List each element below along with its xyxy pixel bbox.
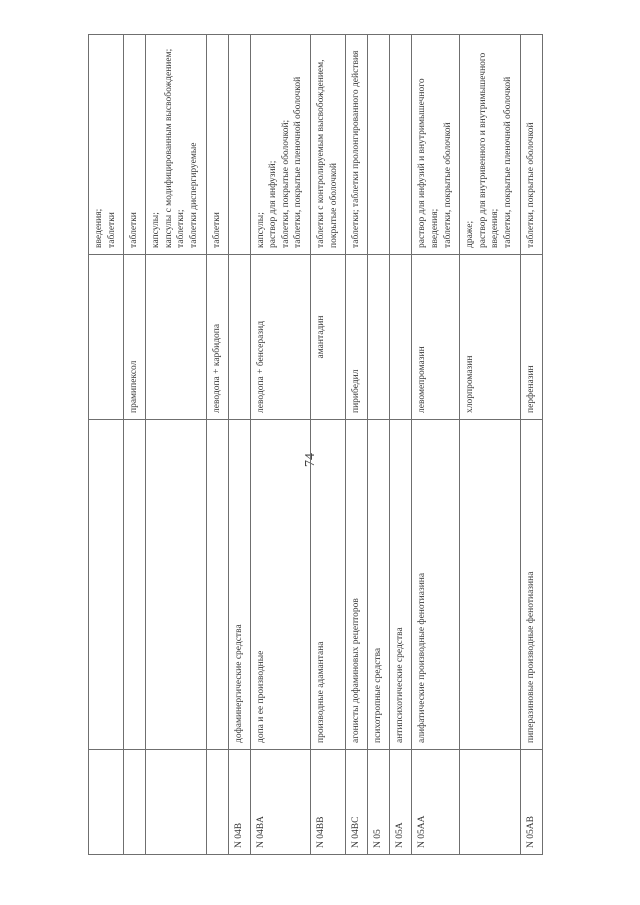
table-row: [311, 35, 346, 855]
group-cell: [460, 420, 521, 750]
group-cell: допа и ее производные: [250, 420, 311, 750]
code-cell: N 04BB: [311, 750, 346, 855]
form-line: таблетки: [128, 212, 139, 248]
inn-cell: хлорпромазин: [460, 255, 521, 420]
inn-cell: [390, 255, 412, 420]
forms-cell: [368, 35, 390, 255]
form-line: драже;: [465, 220, 476, 248]
code-cell: [89, 750, 124, 855]
form-line: капсулы с модифицированным высвобождением;: [163, 48, 174, 248]
forms-cell: [412, 35, 460, 255]
table-row: [460, 35, 521, 855]
table-row: [89, 35, 124, 855]
form-line: таблетки, покрытые пленочной оболочкой: [293, 76, 304, 248]
table-row: [346, 35, 368, 855]
group-cell: психотропные средства: [368, 420, 390, 750]
inn-cell: прамипексол: [123, 255, 145, 420]
rotated-page-content: [88, 35, 543, 855]
group-cell: [206, 420, 228, 750]
group-cell: антипсихотические средства: [390, 420, 412, 750]
code-cell: [460, 750, 521, 855]
group-cell: пиперазиновые производные фенотиазина: [520, 420, 542, 750]
group-cell: производные адамантана: [311, 420, 346, 750]
group-cell: алифатические производные фенотиазина: [412, 420, 460, 750]
inn-cell: левомепромазин: [412, 255, 460, 420]
forms-cell: [250, 35, 311, 255]
code-cell: N 04BA: [250, 750, 311, 855]
forms-cell: [390, 35, 412, 255]
group-cell: [145, 420, 206, 750]
code-cell: [206, 750, 228, 855]
form-line: раствор для инфузий;: [268, 160, 279, 248]
inn-cell: [145, 255, 206, 420]
form-line: таблетки, покрытые пленочной оболочкой: [502, 76, 513, 248]
form-line: таблетки; таблетки пролонгированного действия: [351, 50, 362, 248]
code-cell: [145, 750, 206, 855]
drug-table: [88, 34, 543, 855]
form-line: раствор для внутривенного и внутримышечного: [477, 52, 488, 248]
form-line: капсулы;: [150, 212, 161, 248]
page-number: 74: [303, 453, 318, 467]
table-row: [123, 35, 145, 855]
inn-cell: [368, 255, 390, 420]
table-row: [368, 35, 390, 855]
code-cell: [123, 750, 145, 855]
group-cell: [89, 420, 124, 750]
inn-cell: [228, 255, 250, 420]
forms-cell: [520, 35, 542, 255]
form-line: таблетки, покрытые оболочкой;: [280, 119, 291, 248]
inn-cell: леводопа + бенсеразид: [250, 255, 311, 420]
forms-cell: [123, 35, 145, 255]
code-cell: N 05: [368, 750, 390, 855]
form-line: таблетки: [106, 212, 117, 248]
form-line: таблетки, покрытые оболочкой: [525, 122, 536, 248]
form-line: таблетки с контролируемым высвобождением,: [316, 59, 327, 248]
form-line: таблетки диспергируемые: [188, 142, 199, 248]
table-row: [390, 35, 412, 855]
group-cell: дофаминергические средства: [228, 420, 250, 750]
inn-cell: леводопа + карбидопа: [206, 255, 228, 420]
table-row: [520, 35, 542, 855]
table-row: [145, 35, 206, 855]
form-line: введения;: [94, 208, 104, 248]
form-line: введения;: [490, 208, 501, 248]
code-cell: N 04BC: [346, 750, 368, 855]
drug-table-body: [89, 35, 543, 855]
table-row: [412, 35, 460, 855]
table-row: [228, 35, 250, 855]
forms-cell: [145, 35, 206, 255]
form-line: покрытые оболочкой: [328, 163, 339, 248]
forms-cell: [311, 35, 346, 255]
forms-cell: [89, 35, 124, 255]
forms-cell: [346, 35, 368, 255]
code-cell: N 05AB: [520, 750, 542, 855]
form-line: таблетки: [211, 212, 222, 248]
code-cell: N 04B: [228, 750, 250, 855]
form-line: раствор для инфузий и внутримышечного введения;: [417, 78, 440, 248]
table-row: [250, 35, 311, 855]
group-cell: агонисты дофаминовых рецепторов: [346, 420, 368, 750]
inn-cell: амантадин: [311, 255, 346, 420]
form-line: таблетки;: [176, 209, 187, 248]
inn-cell: [89, 255, 124, 420]
code-cell: N 05AA: [412, 750, 460, 855]
code-cell: N 05A: [390, 750, 412, 855]
form-line: таблетки, покрытые оболочкой: [442, 122, 453, 248]
inn-cell: перфеназин: [520, 255, 542, 420]
table-row: [206, 35, 228, 855]
forms-cell: [228, 35, 250, 255]
forms-cell: [460, 35, 521, 255]
group-cell: [123, 420, 145, 750]
forms-cell: [206, 35, 228, 255]
form-line: капсулы;: [255, 212, 266, 248]
inn-cell: пирибедил: [346, 255, 368, 420]
